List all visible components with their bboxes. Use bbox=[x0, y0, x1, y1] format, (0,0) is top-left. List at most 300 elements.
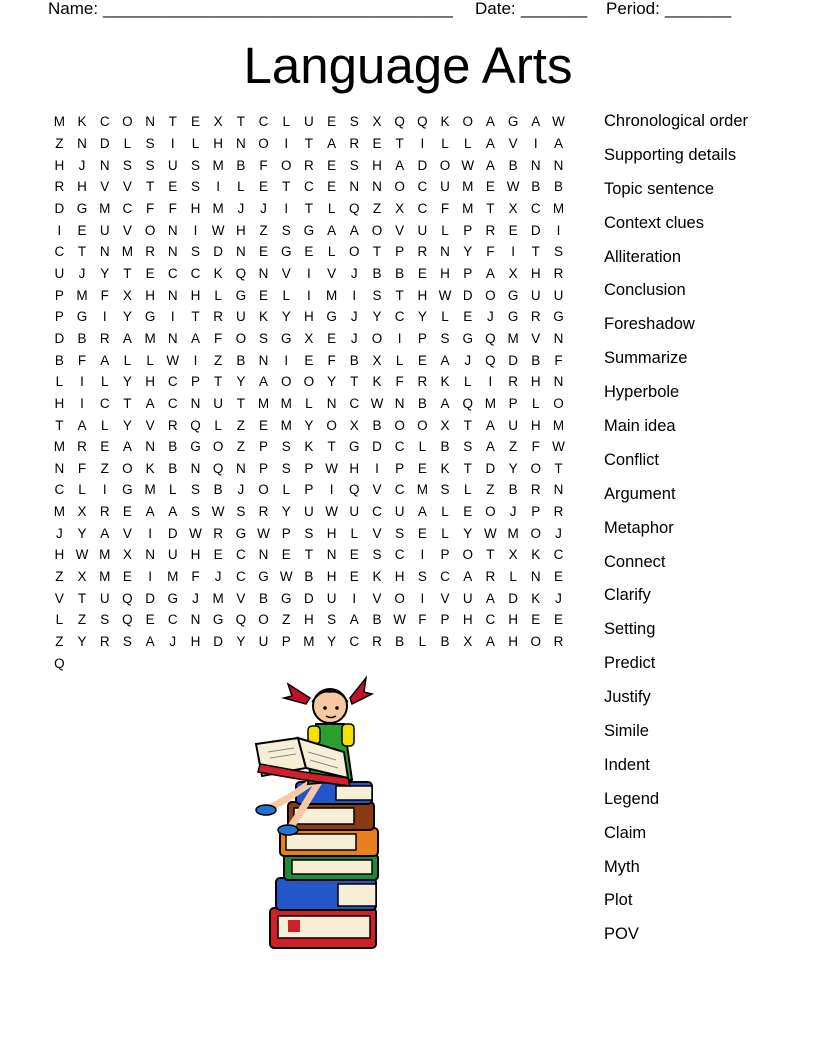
grid-letter[interactable]: B bbox=[259, 590, 269, 606]
grid-letter[interactable]: W bbox=[211, 504, 225, 520]
grid-letter[interactable]: V bbox=[281, 265, 291, 281]
grid-letter[interactable]: O bbox=[371, 330, 383, 346]
grid-letter[interactable]: E bbox=[417, 265, 427, 281]
grid-letter[interactable]: O bbox=[553, 395, 564, 411]
grid-letter[interactable]: E bbox=[327, 114, 337, 130]
grid-letter[interactable]: X bbox=[440, 417, 450, 433]
grid-letter[interactable]: M bbox=[552, 200, 565, 216]
grid-letter[interactable]: O bbox=[462, 114, 473, 130]
grid-letter[interactable]: O bbox=[439, 157, 451, 173]
grid-letter[interactable]: T bbox=[327, 439, 336, 455]
grid-letter[interactable]: Q bbox=[54, 655, 65, 671]
grid-letter[interactable]: U bbox=[553, 287, 564, 303]
grid-letter[interactable]: I bbox=[148, 525, 152, 541]
grid-letter[interactable]: R bbox=[553, 634, 564, 650]
grid-letter[interactable]: U bbox=[304, 114, 314, 130]
grid-letter[interactable]: G bbox=[122, 482, 133, 498]
grid-letter[interactable]: W bbox=[325, 460, 338, 476]
grid-letter[interactable]: D bbox=[485, 460, 496, 476]
grid-letter[interactable]: N bbox=[326, 395, 337, 411]
grid-letter[interactable]: M bbox=[212, 200, 224, 216]
grid-letter[interactable]: P bbox=[463, 222, 473, 238]
grid-letter[interactable]: T bbox=[395, 135, 404, 151]
grid-letter[interactable]: M bbox=[507, 525, 519, 541]
grid-letter[interactable]: D bbox=[99, 135, 110, 151]
grid-letter[interactable]: N bbox=[167, 222, 178, 238]
grid-letter[interactable]: R bbox=[530, 309, 541, 325]
grid-letter[interactable]: I bbox=[80, 374, 84, 390]
grid-letter[interactable]: I bbox=[193, 222, 198, 238]
grid-letter[interactable]: D bbox=[530, 222, 541, 238]
grid-letter[interactable]: E bbox=[259, 244, 269, 260]
grid-letter[interactable]: E bbox=[304, 244, 314, 260]
grid-letter[interactable]: P bbox=[190, 374, 200, 390]
grid-letter[interactable]: D bbox=[304, 590, 314, 606]
grid-letter[interactable]: B bbox=[417, 395, 427, 411]
grid-letter[interactable]: G bbox=[76, 309, 88, 325]
grid-letter[interactable]: Z bbox=[282, 612, 291, 628]
grid-letter[interactable]: O bbox=[122, 460, 133, 476]
grid-letter[interactable]: I bbox=[102, 482, 107, 498]
grid-letter[interactable]: C bbox=[553, 547, 564, 563]
grid-letter[interactable]: U bbox=[167, 547, 178, 563]
grid-letter[interactable]: N bbox=[530, 157, 541, 173]
grid-letter[interactable]: L bbox=[123, 352, 132, 368]
grid-letter[interactable]: O bbox=[462, 547, 473, 563]
grid-letter[interactable]: E bbox=[531, 612, 541, 628]
grid-letter[interactable]: N bbox=[190, 460, 201, 476]
grid-letter[interactable]: C bbox=[394, 309, 405, 325]
grid-letter[interactable]: N bbox=[235, 460, 246, 476]
grid-letter[interactable]: N bbox=[326, 547, 337, 563]
grid-letter[interactable]: N bbox=[394, 395, 405, 411]
grid-letter[interactable]: D bbox=[54, 200, 65, 216]
grid-letter[interactable]: O bbox=[530, 634, 542, 650]
grid-letter[interactable]: E bbox=[417, 352, 427, 368]
grid-letter[interactable]: S bbox=[145, 157, 155, 173]
grid-letter[interactable]: C bbox=[167, 265, 178, 281]
grid-letter[interactable]: T bbox=[191, 309, 200, 325]
grid-letter[interactable]: A bbox=[145, 395, 155, 411]
grid-letter[interactable]: S bbox=[122, 634, 132, 650]
grid-letter[interactable]: Y bbox=[281, 309, 291, 325]
grid-letter[interactable]: Z bbox=[55, 569, 64, 585]
grid-letter[interactable]: H bbox=[54, 157, 65, 173]
grid-letter[interactable]: H bbox=[145, 374, 155, 390]
grid-letter[interactable]: F bbox=[77, 352, 87, 368]
grid-letter[interactable]: E bbox=[417, 525, 427, 541]
grid-letter[interactable]: C bbox=[54, 482, 65, 498]
grid-letter[interactable]: L bbox=[327, 244, 336, 260]
grid-letter[interactable]: X bbox=[213, 114, 223, 130]
grid-letter[interactable]: W bbox=[506, 179, 520, 195]
grid-letter[interactable]: R bbox=[213, 309, 224, 325]
grid-letter[interactable]: B bbox=[395, 634, 405, 650]
grid-letter[interactable]: U bbox=[508, 417, 518, 433]
grid-letter[interactable]: M bbox=[462, 179, 474, 195]
grid-letter[interactable]: A bbox=[122, 330, 132, 346]
grid-letter[interactable]: X bbox=[372, 114, 382, 130]
grid-letter[interactable]: S bbox=[349, 157, 359, 173]
grid-letter[interactable]: L bbox=[282, 287, 290, 303]
grid-letter[interactable]: G bbox=[144, 309, 156, 325]
grid-letter[interactable]: A bbox=[485, 265, 495, 281]
grid-letter[interactable]: G bbox=[280, 590, 292, 606]
grid-letter[interactable]: X bbox=[349, 417, 359, 433]
grid-letter[interactable]: Z bbox=[55, 135, 64, 151]
grid-letter[interactable]: P bbox=[508, 395, 518, 411]
grid-letter[interactable]: G bbox=[326, 309, 337, 325]
grid-letter[interactable]: I bbox=[193, 352, 198, 368]
grid-letter[interactable]: I bbox=[533, 135, 538, 151]
grid-letter[interactable]: J bbox=[192, 590, 199, 606]
grid-letter[interactable]: Y bbox=[77, 525, 87, 541]
grid-letter[interactable]: B bbox=[304, 569, 314, 585]
grid-letter[interactable]: O bbox=[326, 417, 337, 433]
grid-letter[interactable]: O bbox=[258, 612, 269, 628]
grid-letter[interactable]: N bbox=[372, 179, 382, 195]
grid-letter[interactable]: M bbox=[167, 569, 179, 585]
grid-letter[interactable]: W bbox=[325, 504, 338, 520]
grid-letter[interactable]: V bbox=[145, 417, 155, 433]
grid-letter[interactable]: P bbox=[395, 244, 405, 260]
grid-letter[interactable]: G bbox=[190, 439, 201, 455]
grid-letter[interactable]: Q bbox=[417, 114, 428, 130]
grid-letter[interactable]: B bbox=[349, 352, 359, 368]
grid-letter[interactable]: Y bbox=[327, 374, 337, 390]
grid-letter[interactable]: I bbox=[170, 309, 175, 325]
grid-letter[interactable]: U bbox=[349, 504, 360, 520]
grid-letter[interactable]: A bbox=[485, 439, 495, 455]
grid-letter[interactable]: L bbox=[282, 114, 290, 130]
grid-letter[interactable]: V bbox=[122, 179, 132, 195]
grid-letter[interactable]: B bbox=[531, 179, 541, 195]
grid-letter[interactable]: S bbox=[190, 179, 200, 195]
grid-letter[interactable]: H bbox=[508, 634, 518, 650]
grid-letter[interactable]: T bbox=[168, 114, 177, 130]
grid-letter[interactable]: M bbox=[552, 417, 565, 433]
grid-letter[interactable]: A bbox=[100, 352, 110, 368]
grid-letter[interactable]: S bbox=[190, 244, 200, 260]
grid-letter[interactable]: U bbox=[394, 504, 405, 520]
grid-letter[interactable]: N bbox=[167, 330, 178, 346]
grid-letter[interactable]: T bbox=[463, 460, 472, 476]
grid-letter[interactable]: M bbox=[416, 482, 428, 498]
grid-letter[interactable]: H bbox=[530, 374, 541, 390]
grid-letter[interactable]: E bbox=[213, 547, 223, 563]
grid-letter[interactable]: P bbox=[54, 309, 64, 325]
grid-letter[interactable]: O bbox=[303, 374, 315, 390]
grid-letter[interactable]: C bbox=[54, 244, 65, 260]
grid-letter[interactable]: D bbox=[54, 330, 65, 346]
grid-letter[interactable]: N bbox=[235, 135, 246, 151]
grid-letter[interactable]: F bbox=[214, 330, 223, 346]
grid-letter[interactable]: G bbox=[553, 309, 564, 325]
grid-letter[interactable]: W bbox=[438, 287, 452, 303]
grid-letter[interactable]: N bbox=[530, 569, 541, 585]
grid-letter[interactable]: Q bbox=[122, 612, 133, 628]
grid-letter[interactable]: U bbox=[462, 590, 473, 606]
grid-letter[interactable]: V bbox=[372, 525, 382, 541]
grid-letter[interactable]: T bbox=[123, 395, 132, 411]
grid-letter[interactable]: N bbox=[553, 330, 564, 346]
grid-letter[interactable]: T bbox=[304, 200, 314, 216]
grid-letter[interactable]: M bbox=[280, 417, 292, 433]
grid-letter[interactable]: L bbox=[463, 374, 472, 390]
grid-letter[interactable]: W bbox=[393, 612, 407, 628]
grid-letter[interactable]: C bbox=[485, 612, 496, 628]
grid-letter[interactable]: L bbox=[146, 352, 154, 368]
grid-letter[interactable]: T bbox=[554, 460, 563, 476]
grid-letter[interactable]: F bbox=[259, 157, 268, 173]
grid-letter[interactable]: A bbox=[485, 135, 495, 151]
grid-letter[interactable]: T bbox=[463, 417, 472, 433]
grid-letter[interactable]: J bbox=[350, 265, 358, 281]
grid-letter[interactable]: L bbox=[441, 222, 449, 238]
grid-letter[interactable]: R bbox=[99, 330, 110, 346]
grid-letter[interactable]: C bbox=[167, 612, 178, 628]
grid-letter[interactable]: R bbox=[99, 504, 110, 520]
grid-letter[interactable]: B bbox=[508, 157, 518, 173]
grid-letter[interactable]: N bbox=[258, 547, 269, 563]
grid-letter[interactable]: M bbox=[99, 569, 111, 585]
grid-letter[interactable]: R bbox=[530, 482, 541, 498]
grid-letter[interactable]: C bbox=[99, 114, 110, 130]
grid-letter[interactable]: Q bbox=[235, 265, 247, 281]
grid-letter[interactable]: L bbox=[123, 135, 132, 151]
grid-letter[interactable]: I bbox=[102, 309, 107, 325]
grid-letter[interactable]: L bbox=[169, 482, 177, 498]
grid-letter[interactable]: N bbox=[145, 114, 155, 130]
grid-letter[interactable]: F bbox=[554, 352, 563, 368]
grid-letter[interactable]: P bbox=[417, 330, 427, 346]
grid-letter[interactable]: H bbox=[190, 287, 201, 303]
grid-letter[interactable]: F bbox=[100, 287, 109, 303]
grid-letter[interactable]: Q bbox=[349, 482, 360, 498]
grid-letter[interactable]: B bbox=[236, 157, 246, 173]
grid-letter[interactable]: Z bbox=[259, 222, 268, 238]
grid-letter[interactable]: T bbox=[236, 114, 245, 130]
grid-letter[interactable]: B bbox=[395, 265, 405, 281]
grid-letter[interactable]: E bbox=[168, 179, 178, 195]
grid-letter[interactable]: S bbox=[349, 114, 359, 130]
grid-letter[interactable]: L bbox=[441, 504, 449, 520]
grid-letter[interactable]: S bbox=[236, 504, 246, 520]
grid-letter[interactable]: A bbox=[77, 417, 87, 433]
grid-letter[interactable]: L bbox=[395, 352, 404, 368]
grid-letter[interactable]: L bbox=[532, 395, 540, 411]
grid-letter[interactable]: H bbox=[190, 547, 201, 563]
grid-letter[interactable]: A bbox=[259, 374, 269, 390]
grid-letter[interactable]: K bbox=[304, 439, 314, 455]
grid-letter[interactable]: K bbox=[213, 265, 223, 281]
grid-letter[interactable]: R bbox=[304, 157, 314, 173]
grid-letter[interactable]: N bbox=[258, 265, 269, 281]
grid-letter[interactable]: G bbox=[303, 222, 315, 238]
grid-letter[interactable]: T bbox=[214, 374, 223, 390]
grid-letter[interactable]: H bbox=[417, 287, 428, 303]
grid-letter[interactable]: C bbox=[394, 547, 405, 563]
grid-letter[interactable]: M bbox=[144, 330, 156, 346]
grid-letter[interactable]: W bbox=[552, 439, 565, 455]
grid-letter[interactable]: A bbox=[485, 157, 495, 173]
grid-letter[interactable]: S bbox=[417, 569, 427, 585]
grid-letter[interactable]: C bbox=[440, 569, 450, 585]
grid-letter[interactable]: N bbox=[54, 460, 65, 476]
grid-letter[interactable]: W bbox=[279, 569, 293, 585]
grid-letter[interactable]: B bbox=[372, 265, 382, 281]
grid-letter[interactable]: A bbox=[145, 634, 155, 650]
grid-letter[interactable]: E bbox=[508, 222, 518, 238]
grid-letter[interactable]: Q bbox=[485, 330, 496, 346]
grid-letter[interactable]: B bbox=[54, 352, 64, 368]
grid-letter[interactable]: U bbox=[99, 222, 110, 238]
grid-letter[interactable]: J bbox=[78, 157, 86, 173]
grid-letter[interactable]: Q bbox=[235, 612, 247, 628]
grid-letter[interactable]: D bbox=[145, 590, 155, 606]
grid-letter[interactable]: V bbox=[327, 265, 337, 281]
grid-letter[interactable]: R bbox=[258, 504, 269, 520]
grid-letter[interactable]: I bbox=[329, 482, 334, 498]
grid-letter[interactable]: E bbox=[259, 287, 269, 303]
grid-letter[interactable]: I bbox=[511, 244, 515, 260]
grid-letter[interactable]: J bbox=[555, 590, 562, 606]
grid-letter[interactable]: X bbox=[508, 265, 518, 281]
grid-letter[interactable]: B bbox=[168, 460, 178, 476]
grid-letter[interactable]: J bbox=[214, 569, 222, 585]
grid-letter[interactable]: G bbox=[235, 525, 247, 541]
grid-letter[interactable]: C bbox=[190, 265, 201, 281]
grid-letter[interactable]: L bbox=[214, 417, 222, 433]
grid-letter[interactable]: L bbox=[441, 309, 449, 325]
grid-letter[interactable]: N bbox=[77, 135, 87, 151]
grid-letter[interactable]: H bbox=[54, 547, 65, 563]
grid-letter[interactable]: X bbox=[77, 504, 87, 520]
grid-letter[interactable]: C bbox=[258, 114, 269, 130]
grid-letter[interactable]: N bbox=[99, 157, 110, 173]
grid-letter[interactable]: C bbox=[122, 200, 133, 216]
grid-letter[interactable]: A bbox=[327, 222, 337, 238]
grid-letter[interactable]: T bbox=[372, 244, 382, 260]
grid-letter[interactable]: Y bbox=[463, 525, 473, 541]
grid-letter[interactable]: L bbox=[327, 200, 336, 216]
grid-letter[interactable]: R bbox=[145, 244, 155, 260]
grid-letter[interactable]: I bbox=[307, 265, 311, 281]
grid-letter[interactable]: J bbox=[487, 309, 494, 325]
grid-letter[interactable]: G bbox=[76, 200, 88, 216]
grid-letter[interactable]: J bbox=[509, 504, 517, 520]
grid-letter[interactable]: V bbox=[395, 222, 405, 238]
grid-letter[interactable]: S bbox=[281, 439, 291, 455]
grid-letter[interactable]: G bbox=[507, 309, 519, 325]
grid-letter[interactable]: A bbox=[395, 157, 405, 173]
grid-letter[interactable]: I bbox=[488, 374, 493, 390]
grid-letter[interactable]: Z bbox=[372, 200, 382, 216]
grid-letter[interactable]: S bbox=[145, 135, 155, 151]
grid-letter[interactable]: O bbox=[417, 417, 428, 433]
grid-letter[interactable]: S bbox=[440, 330, 450, 346]
grid-letter[interactable]: M bbox=[280, 395, 292, 411]
grid-letter[interactable]: F bbox=[327, 352, 336, 368]
grid-letter[interactable]: R bbox=[99, 634, 110, 650]
grid-letter[interactable]: H bbox=[394, 569, 405, 585]
grid-letter[interactable]: C bbox=[167, 374, 178, 390]
grid-letter[interactable]: C bbox=[99, 395, 110, 411]
grid-letter[interactable]: H bbox=[54, 395, 65, 411]
grid-letter[interactable]: Z bbox=[100, 460, 109, 476]
period-field[interactable]: _______ bbox=[665, 0, 732, 18]
grid-letter[interactable]: N bbox=[167, 244, 178, 260]
grid-letter[interactable]: F bbox=[77, 460, 87, 476]
grid-letter[interactable]: R bbox=[349, 135, 360, 151]
grid-letter[interactable]: I bbox=[284, 135, 289, 151]
grid-letter[interactable]: V bbox=[372, 590, 382, 606]
grid-letter[interactable]: T bbox=[531, 244, 540, 260]
grid-letter[interactable]: H bbox=[235, 222, 246, 238]
grid-letter[interactable]: L bbox=[305, 395, 313, 411]
grid-letter[interactable]: A bbox=[349, 222, 359, 238]
grid-letter[interactable]: Z bbox=[236, 417, 245, 433]
grid-letter[interactable]: Y bbox=[122, 374, 132, 390]
grid-letter[interactable]: G bbox=[280, 330, 292, 346]
grid-letter[interactable]: R bbox=[553, 265, 564, 281]
grid-letter[interactable]: G bbox=[212, 612, 224, 628]
grid-letter[interactable]: K bbox=[531, 547, 541, 563]
grid-letter[interactable]: G bbox=[280, 244, 292, 260]
grid-letter[interactable]: T bbox=[123, 265, 132, 281]
grid-letter[interactable]: C bbox=[304, 179, 314, 195]
grid-letter[interactable]: A bbox=[531, 114, 541, 130]
grid-letter[interactable]: K bbox=[372, 374, 382, 390]
grid-letter[interactable]: L bbox=[350, 525, 359, 541]
grid-letter[interactable]: Q bbox=[349, 200, 360, 216]
grid-letter[interactable]: R bbox=[508, 374, 518, 390]
grid-letter[interactable]: P bbox=[463, 265, 473, 281]
grid-letter[interactable]: E bbox=[349, 569, 359, 585]
grid-letter[interactable]: N bbox=[99, 244, 110, 260]
grid-letter[interactable]: S bbox=[395, 525, 405, 541]
grid-letter[interactable]: Y bbox=[327, 634, 337, 650]
grid-letter[interactable]: S bbox=[190, 157, 200, 173]
grid-letter[interactable]: S bbox=[463, 439, 473, 455]
grid-letter[interactable]: U bbox=[99, 590, 110, 606]
grid-letter[interactable]: M bbox=[257, 395, 270, 411]
grid-letter[interactable]: E bbox=[553, 569, 563, 585]
grid-letter[interactable]: P bbox=[440, 547, 450, 563]
grid-letter[interactable]: S bbox=[440, 482, 450, 498]
grid-letter[interactable]: B bbox=[236, 352, 246, 368]
grid-letter[interactable]: I bbox=[216, 179, 221, 195]
grid-letter[interactable]: J bbox=[464, 352, 472, 368]
grid-letter[interactable]: Q bbox=[190, 417, 201, 433]
grid-letter[interactable]: Y bbox=[122, 417, 132, 433]
grid-letter[interactable]: D bbox=[417, 157, 428, 173]
grid-letter[interactable]: O bbox=[349, 244, 360, 260]
grid-letter[interactable]: Y bbox=[236, 374, 246, 390]
grid-letter[interactable]: V bbox=[508, 135, 518, 151]
grid-letter[interactable]: A bbox=[145, 504, 155, 520]
grid-letter[interactable]: L bbox=[418, 439, 427, 455]
grid-letter[interactable]: P bbox=[304, 460, 314, 476]
grid-letter[interactable]: B bbox=[168, 439, 178, 455]
grid-letter[interactable]: P bbox=[440, 612, 450, 628]
grid-letter[interactable]: U bbox=[417, 222, 428, 238]
grid-letter[interactable]: E bbox=[145, 612, 155, 628]
grid-letter[interactable]: C bbox=[394, 439, 405, 455]
grid-letter[interactable]: W bbox=[461, 157, 475, 173]
grid-letter[interactable]: L bbox=[78, 482, 86, 498]
grid-letter[interactable]: H bbox=[326, 569, 337, 585]
